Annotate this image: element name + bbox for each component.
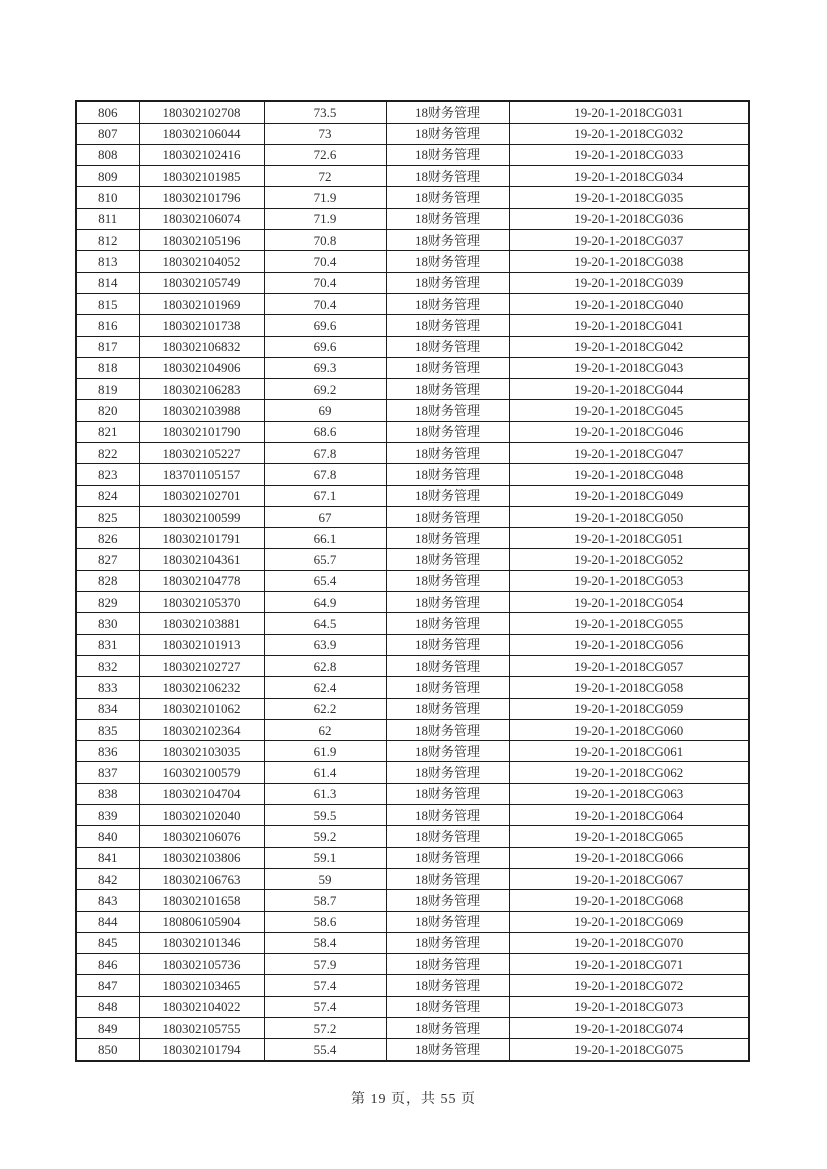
table-cell-course-code: 19-20-1-2018CG075 [509,1039,749,1061]
table-cell-class-name: 18财务管理 [386,315,509,336]
table-cell-course-code: 19-20-1-2018CG037 [509,230,749,251]
table-cell-class-name: 18财务管理 [386,634,509,655]
table-cell-score: 72.6 [264,144,386,165]
table-cell-course-code: 19-20-1-2018CG047 [509,443,749,464]
table-cell-student-id: 180302101658 [139,890,264,911]
table-cell-score: 58.6 [264,911,386,932]
table-cell-class-name: 18财务管理 [386,251,509,272]
table-cell-rank: 846 [76,954,139,975]
table-row [76,400,749,421]
table-cell-class-name: 18财务管理 [386,911,509,932]
table-cell-class-name: 18财务管理 [386,719,509,740]
table-cell-student-id: 180302101913 [139,634,264,655]
table-cell-class-name: 18财务管理 [386,698,509,719]
table-row [76,890,749,911]
table-cell-rank: 820 [76,400,139,421]
table-cell-rank: 823 [76,464,139,485]
table-cell-score: 59.5 [264,805,386,826]
table-cell-student-id: 180302106283 [139,379,264,400]
table-cell-student-id: 180302103465 [139,975,264,996]
table-cell-student-id: 180302106076 [139,826,264,847]
table-cell-class-name: 18财务管理 [386,655,509,676]
table-row [76,464,749,485]
table-row [76,485,749,506]
table-cell-course-code: 19-20-1-2018CG048 [509,464,749,485]
table-cell-class-name: 18财务管理 [386,783,509,804]
table-cell-rank: 810 [76,187,139,208]
table-cell-score: 70.4 [264,251,386,272]
table-row [76,741,749,762]
table-cell-rank: 818 [76,357,139,378]
table-cell-course-code: 19-20-1-2018CG065 [509,826,749,847]
table-cell-rank: 807 [76,123,139,144]
table-row [76,528,749,549]
table-cell-rank: 849 [76,1018,139,1039]
table-cell-student-id: 180302103988 [139,400,264,421]
table-cell-rank: 838 [76,783,139,804]
table-cell-student-id: 180302102701 [139,485,264,506]
table-cell-student-id: 180302104052 [139,251,264,272]
score-table [75,100,750,1062]
table-cell-course-code: 19-20-1-2018CG061 [509,741,749,762]
table-cell-class-name: 18财务管理 [386,932,509,953]
table-cell-class-name: 18财务管理 [386,1018,509,1039]
table-cell-score: 61.4 [264,762,386,783]
table-cell-class-name: 18财务管理 [386,868,509,889]
table-row [76,613,749,634]
table-row [76,698,749,719]
table-cell-course-code: 19-20-1-2018CG070 [509,932,749,953]
table-row [76,677,749,698]
table-cell-score: 73 [264,123,386,144]
table-cell-rank: 824 [76,485,139,506]
table-cell-rank: 839 [76,805,139,826]
table-cell-student-id: 180302105749 [139,272,264,293]
table-cell-course-code: 19-20-1-2018CG036 [509,208,749,229]
table-cell-score: 58.4 [264,932,386,953]
table-cell-course-code: 19-20-1-2018CG051 [509,528,749,549]
table-cell-class-name: 18财务管理 [386,144,509,165]
table-cell-class-name: 18财务管理 [386,123,509,144]
table-cell-score: 67.1 [264,485,386,506]
table-cell-rank: 833 [76,677,139,698]
table-cell-class-name: 18财务管理 [386,762,509,783]
table-cell-score: 69.6 [264,336,386,357]
table-row [76,932,749,953]
table-cell-student-id: 180302106832 [139,336,264,357]
table-cell-rank: 825 [76,506,139,527]
table-cell-score: 70.4 [264,272,386,293]
table-cell-rank: 815 [76,293,139,314]
table-cell-course-code: 19-20-1-2018CG035 [509,187,749,208]
table-cell-score: 69.3 [264,357,386,378]
table-cell-course-code: 19-20-1-2018CG046 [509,421,749,442]
table-cell-score: 65.7 [264,549,386,570]
table-cell-class-name: 18财务管理 [386,954,509,975]
table-row [76,592,749,613]
table-cell-score: 69.6 [264,315,386,336]
table-cell-rank: 837 [76,762,139,783]
table-row [76,187,749,208]
table-cell-course-code: 19-20-1-2018CG064 [509,805,749,826]
table-cell-rank: 828 [76,570,139,591]
table-row [76,101,749,123]
table-cell-class-name: 18财务管理 [386,890,509,911]
table-cell-score: 68.6 [264,421,386,442]
table-cell-rank: 831 [76,634,139,655]
table-cell-score: 59.1 [264,847,386,868]
table-cell-score: 66.1 [264,528,386,549]
table-cell-score: 70.4 [264,293,386,314]
table-row [76,230,749,251]
table-cell-course-code: 19-20-1-2018CG056 [509,634,749,655]
table-cell-rank: 847 [76,975,139,996]
table-cell-course-code: 19-20-1-2018CG052 [509,549,749,570]
table-cell-rank: 822 [76,443,139,464]
table-cell-student-id: 180302106232 [139,677,264,698]
table-cell-score: 57.4 [264,975,386,996]
table-cell-score: 58.7 [264,890,386,911]
table-cell-course-code: 19-20-1-2018CG060 [509,719,749,740]
table-cell-student-id: 180302102727 [139,655,264,676]
table-cell-rank: 827 [76,549,139,570]
table-cell-student-id: 180302103881 [139,613,264,634]
table-row [76,208,749,229]
table-cell-student-id: 180302106074 [139,208,264,229]
table-row [76,336,749,357]
table-cell-student-id: 180302101791 [139,528,264,549]
table-row [76,123,749,144]
table-cell-rank: 817 [76,336,139,357]
table-cell-course-code: 19-20-1-2018CG045 [509,400,749,421]
table-cell-course-code: 19-20-1-2018CG054 [509,592,749,613]
table-cell-rank: 832 [76,655,139,676]
table-cell-rank: 844 [76,911,139,932]
table-cell-course-code: 19-20-1-2018CG032 [509,123,749,144]
table-cell-rank: 806 [76,101,139,123]
table-cell-student-id: 183701105157 [139,464,264,485]
table-cell-student-id: 180302102708 [139,101,264,123]
table-cell-student-id: 180302101062 [139,698,264,719]
table-row [76,1018,749,1039]
table-cell-student-id: 180302102040 [139,805,264,826]
table-cell-class-name: 18财务管理 [386,187,509,208]
table-cell-score: 57.4 [264,996,386,1017]
table-cell-score: 69 [264,400,386,421]
table-cell-course-code: 19-20-1-2018CG039 [509,272,749,293]
table-cell-score: 69.2 [264,379,386,400]
table-cell-class-name: 18财务管理 [386,506,509,527]
table-cell-class-name: 18财务管理 [386,1039,509,1061]
table-cell-student-id: 180302101790 [139,421,264,442]
table-cell-course-code: 19-20-1-2018CG050 [509,506,749,527]
table-cell-class-name: 18财务管理 [386,166,509,187]
table-row [76,506,749,527]
table-cell-class-name: 18财务管理 [386,464,509,485]
table-cell-course-code: 19-20-1-2018CG053 [509,570,749,591]
table-row [76,1039,749,1061]
table-cell-score: 61.9 [264,741,386,762]
table-cell-class-name: 18财务管理 [386,996,509,1017]
table-row [76,975,749,996]
table-cell-class-name: 18财务管理 [386,336,509,357]
table-cell-rank: 826 [76,528,139,549]
table-cell-student-id: 160302100579 [139,762,264,783]
table-cell-rank: 811 [76,208,139,229]
table-cell-score: 63.9 [264,634,386,655]
table-cell-score: 70.8 [264,230,386,251]
table-row [76,911,749,932]
table-row [76,166,749,187]
table-cell-class-name: 18财务管理 [386,805,509,826]
table-cell-class-name: 18财务管理 [386,443,509,464]
table-cell-class-name: 18财务管理 [386,357,509,378]
table-cell-class-name: 18财务管理 [386,400,509,421]
table-row [76,996,749,1017]
table-cell-rank: 819 [76,379,139,400]
table-cell-class-name: 18财务管理 [386,975,509,996]
table-cell-rank: 841 [76,847,139,868]
table-cell-course-code: 19-20-1-2018CG038 [509,251,749,272]
table-row [76,954,749,975]
table-cell-student-id: 180302101738 [139,315,264,336]
table-row [76,719,749,740]
table-cell-score: 62.2 [264,698,386,719]
table-cell-class-name: 18财务管理 [386,549,509,570]
table-cell-rank: 840 [76,826,139,847]
table-cell-course-code: 19-20-1-2018CG055 [509,613,749,634]
table-cell-course-code: 19-20-1-2018CG033 [509,144,749,165]
table-cell-student-id: 180302101969 [139,293,264,314]
table-cell-score: 62.8 [264,655,386,676]
table-row [76,762,749,783]
table-row [76,144,749,165]
table-cell-class-name: 18财务管理 [386,847,509,868]
table-row [76,570,749,591]
table-cell-course-code: 19-20-1-2018CG067 [509,868,749,889]
table-cell-course-code: 19-20-1-2018CG071 [509,954,749,975]
table-cell-student-id: 180302104778 [139,570,264,591]
table-cell-score: 59 [264,868,386,889]
table-cell-course-code: 19-20-1-2018CG044 [509,379,749,400]
page-footer: 第 19 页，共 55 页 [351,1092,476,1107]
table-cell-course-code: 19-20-1-2018CG069 [509,911,749,932]
table-cell-score: 62 [264,719,386,740]
table-cell-course-code: 19-20-1-2018CG058 [509,677,749,698]
table-row [76,655,749,676]
table-cell-course-code: 19-20-1-2018CG040 [509,293,749,314]
table-cell-student-id: 180302105227 [139,443,264,464]
table-cell-class-name: 18财务管理 [386,592,509,613]
table-cell-course-code: 19-20-1-2018CG066 [509,847,749,868]
table-cell-class-name: 18财务管理 [386,379,509,400]
table-cell-course-code: 19-20-1-2018CG062 [509,762,749,783]
table-cell-rank: 850 [76,1039,139,1061]
table-cell-course-code: 19-20-1-2018CG031 [509,101,749,123]
table-cell-score: 57.2 [264,1018,386,1039]
table-cell-student-id: 180806105904 [139,911,264,932]
table-row [76,251,749,272]
table-cell-score: 73.5 [264,101,386,123]
table-cell-score: 61.3 [264,783,386,804]
table-row [76,805,749,826]
table-cell-course-code: 19-20-1-2018CG042 [509,336,749,357]
table-cell-class-name: 18财务管理 [386,293,509,314]
table-cell-class-name: 18财务管理 [386,272,509,293]
table-cell-rank: 813 [76,251,139,272]
table-cell-student-id: 180302103035 [139,741,264,762]
table-cell-rank: 821 [76,421,139,442]
table-row [76,443,749,464]
table-cell-course-code: 19-20-1-2018CG072 [509,975,749,996]
table-cell-class-name: 18财务管理 [386,570,509,591]
table-row [76,315,749,336]
table-cell-course-code: 19-20-1-2018CG063 [509,783,749,804]
table-row [76,868,749,889]
table-cell-student-id: 180302104022 [139,996,264,1017]
table-row [76,379,749,400]
table-row [76,826,749,847]
table-cell-score: 71.9 [264,187,386,208]
table-cell-rank: 834 [76,698,139,719]
table-row [76,272,749,293]
table-cell-score: 71.9 [264,208,386,229]
table-cell-score: 57.9 [264,954,386,975]
table-cell-rank: 848 [76,996,139,1017]
table-cell-rank: 812 [76,230,139,251]
table-row [76,634,749,655]
table-cell-course-code: 19-20-1-2018CG074 [509,1018,749,1039]
table-cell-student-id: 180302104704 [139,783,264,804]
table-cell-student-id: 180302106044 [139,123,264,144]
table-cell-class-name: 18财务管理 [386,741,509,762]
table-cell-rank: 829 [76,592,139,613]
table-cell-class-name: 18财务管理 [386,230,509,251]
table-cell-score: 67 [264,506,386,527]
table-cell-course-code: 19-20-1-2018CG043 [509,357,749,378]
table-cell-student-id: 180302105755 [139,1018,264,1039]
table-cell-student-id: 180302101985 [139,166,264,187]
table-cell-course-code: 19-20-1-2018CG041 [509,315,749,336]
table-cell-student-id: 180302101796 [139,187,264,208]
table-cell-rank: 843 [76,890,139,911]
table-cell-course-code: 19-20-1-2018CG073 [509,996,749,1017]
table-row [76,549,749,570]
table-cell-score: 62.4 [264,677,386,698]
table-cell-student-id: 180302105196 [139,230,264,251]
table-cell-score: 59.2 [264,826,386,847]
table-row [76,357,749,378]
table-cell-student-id: 180302106763 [139,868,264,889]
table-cell-course-code: 19-20-1-2018CG034 [509,166,749,187]
table-cell-score: 65.4 [264,570,386,591]
table-cell-score: 55.4 [264,1039,386,1061]
table-row [76,421,749,442]
table-cell-score: 67.8 [264,464,386,485]
table-row [76,783,749,804]
table-cell-rank: 816 [76,315,139,336]
table-cell-score: 64.5 [264,613,386,634]
table-cell-student-id: 180302103806 [139,847,264,868]
table-cell-rank: 836 [76,741,139,762]
table-cell-student-id: 180302102364 [139,719,264,740]
table-cell-rank: 845 [76,932,139,953]
table-cell-rank: 814 [76,272,139,293]
table-cell-rank: 809 [76,166,139,187]
table-cell-student-id: 180302105370 [139,592,264,613]
table-cell-course-code: 19-20-1-2018CG059 [509,698,749,719]
table-cell-student-id: 180302102416 [139,144,264,165]
score-table-body [76,101,749,1061]
table-cell-student-id: 180302105736 [139,954,264,975]
table-cell-rank: 808 [76,144,139,165]
table-cell-class-name: 18财务管理 [386,528,509,549]
table-cell-score: 72 [264,166,386,187]
table-cell-score: 67.8 [264,443,386,464]
table-cell-course-code: 19-20-1-2018CG068 [509,890,749,911]
table-cell-class-name: 18财务管理 [386,613,509,634]
table-row [76,847,749,868]
table-cell-student-id: 180302101794 [139,1039,264,1061]
table-cell-class-name: 18财务管理 [386,485,509,506]
table-cell-class-name: 18财务管理 [386,421,509,442]
table-cell-rank: 835 [76,719,139,740]
table-cell-student-id: 180302104361 [139,549,264,570]
table-cell-student-id: 180302104906 [139,357,264,378]
table-cell-course-code: 19-20-1-2018CG049 [509,485,749,506]
table-row [76,293,749,314]
table-cell-score: 64.9 [264,592,386,613]
table-cell-student-id: 180302100599 [139,506,264,527]
table-cell-course-code: 19-20-1-2018CG057 [509,655,749,676]
table-cell-student-id: 180302101346 [139,932,264,953]
table-cell-class-name: 18财务管理 [386,677,509,698]
table-cell-rank: 830 [76,613,139,634]
table-cell-class-name: 18财务管理 [386,101,509,123]
table-cell-class-name: 18财务管理 [386,826,509,847]
table-cell-rank: 842 [76,868,139,889]
table-cell-class-name: 18财务管理 [386,208,509,229]
